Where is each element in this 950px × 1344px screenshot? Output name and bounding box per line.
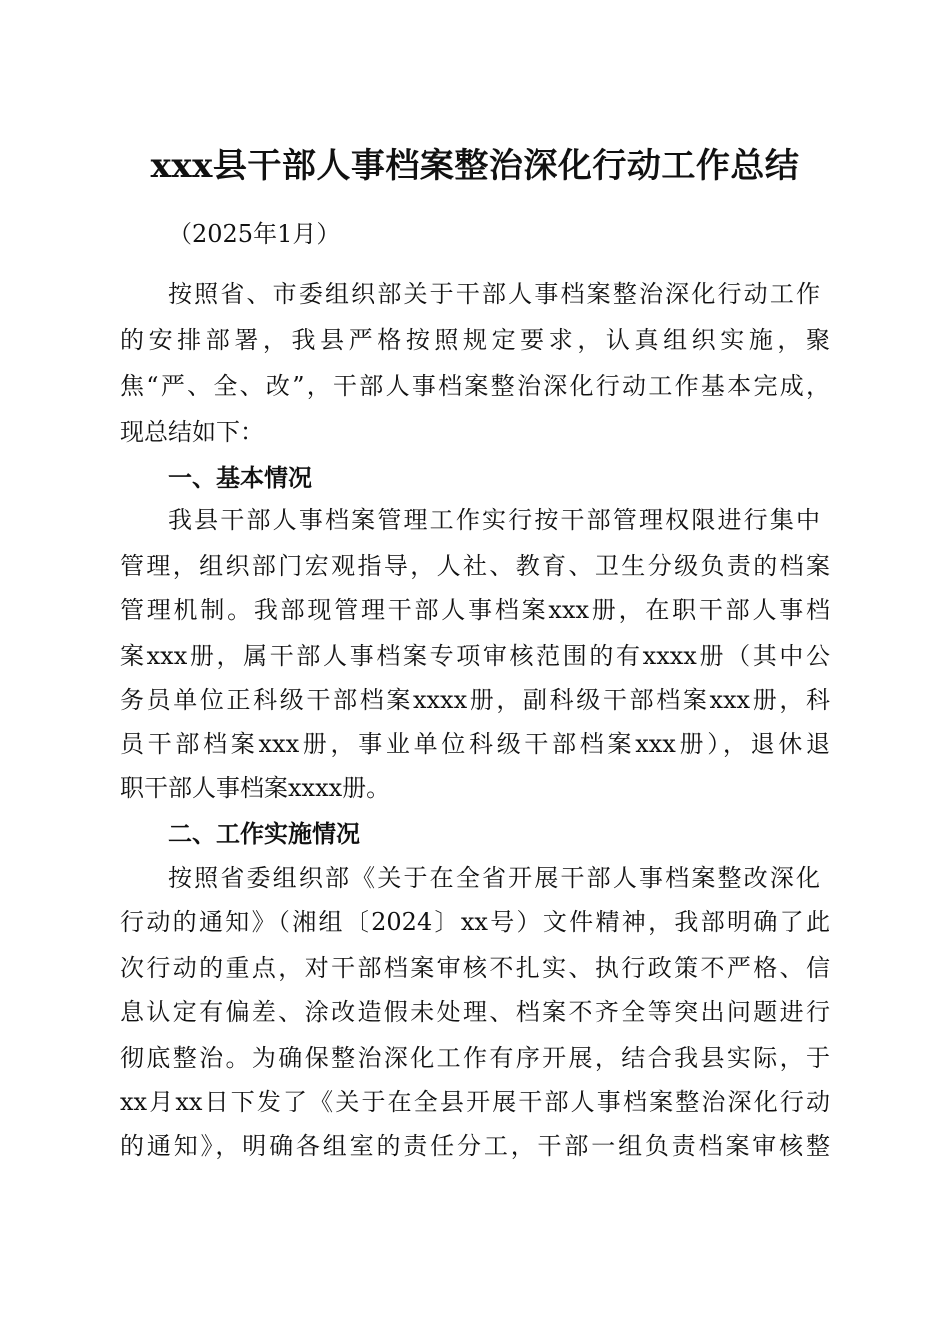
document-title: xxx县干部人事档案整治深化行动工作总结 <box>150 146 800 186</box>
section-2-line-5: 彻底整治。为确保整治深化工作有序开展，结合我县实际，于 <box>120 1044 830 1072</box>
intro-line-1: 按照省、市委组织部关于干部人事档案整治深化行动工作 <box>168 280 820 308</box>
intro-line-4: 现总结如下： <box>120 418 264 446</box>
document-date: （2025年1月） <box>168 220 341 248</box>
section-1-line-4: 案xxx册，属干部人事档案专项审核范围的有xxxx册（其中公 <box>120 642 830 670</box>
section-2-line-3: 次行动的重点，对干部档案审核不扎实、执行政策不严格、信 <box>120 954 830 982</box>
section-2-line-2: 行动的通知》（湘组〔2024〕xx号）文件精神，我部明确了此 <box>120 908 830 936</box>
section-1-heading: 一、基本情况 <box>168 464 312 492</box>
intro-line-3: 焦“严、全、改”，干部人事档案整治深化行动工作基本完成， <box>120 372 830 400</box>
section-1-line-1: 我县干部人事档案管理工作实行按干部管理权限进行集中 <box>168 506 820 534</box>
section-2-heading: 二、工作实施情况 <box>168 820 360 848</box>
section-1-line-5: 务员单位正科级干部档案xxxx册，副科级干部档案xxx册，科 <box>120 686 830 714</box>
section-1-line-2: 管理，组织部门宏观指导，人社、教育、卫生分级负责的档案 <box>120 552 830 580</box>
section-2-line-1: 按照省委组织部《关于在全省开展干部人事档案整改深化 <box>168 864 820 892</box>
section-1-line-6: 员干部档案xxx册，事业单位科级干部档案xxx册），退休退 <box>120 730 830 758</box>
section-2-line-4: 息认定有偏差、涂改造假未处理、档案不齐全等突出问题进行 <box>120 998 830 1026</box>
section-2-line-7: 的通知》，明确各组室的责任分工，干部一组负责档案审核整 <box>120 1132 830 1160</box>
section-2-line-6: xx月xx日下发了《关于在全县开展干部人事档案整治深化行动 <box>120 1088 830 1116</box>
section-1-line-3: 管理机制。我部现管理干部人事档案xxx册，在职干部人事档 <box>120 596 830 624</box>
section-1-line-7: 职干部人事档案xxxx册。 <box>120 774 391 802</box>
intro-line-2: 的安排部署，我县严格按照规定要求，认真组织实施，聚 <box>120 326 830 354</box>
